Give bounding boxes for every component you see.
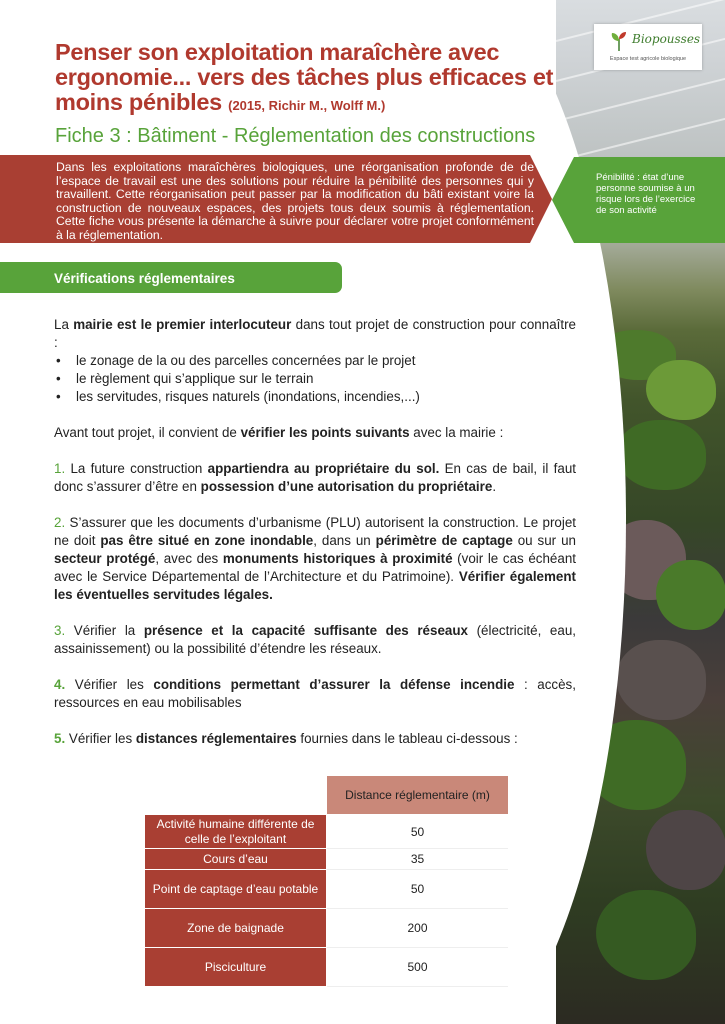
check-item-4 [54, 676, 576, 712]
list-item: • le zonage de la ou des parcelles concernées par le projet [76, 352, 576, 370]
text: La [54, 317, 74, 332]
text: La future construction [65, 461, 208, 476]
table-row-label: Zone de baignade [145, 909, 326, 947]
emphasis: possession d’une autorisation du propriétaire [200, 479, 493, 494]
intro-text: Dans les exploitations maraîchères biologiques, une réorganisation profonde de de l’espace de travail est une des solutions pour réduire la pénibilité des personnes qui y travaillent. Cette réorganisation peut passer par la modification du bâti existant voire la construction de nouveaux espaces, des projets tous deux soumis à réglementation. Cette fiche vous présente la démarche à suivre pour déclarer votre projet conformément à la réglementation. [56, 160, 534, 242]
table-row-value: 500 [327, 948, 508, 987]
checks-intro [54, 424, 576, 442]
item-number: 4. [54, 677, 66, 692]
text: ou sur un [512, 533, 576, 548]
text: Vérifier les [65, 731, 136, 746]
title-reference: (2015, Richir M., Wolff M.) [228, 98, 386, 113]
table-header: Distance réglementaire (m) [327, 776, 508, 814]
table-row-value: 35 [327, 849, 508, 870]
check-item-2 [54, 514, 576, 604]
main-content [54, 316, 576, 748]
table-row-label: Point de captage d’eau potable [145, 870, 326, 908]
emphasis: conditions permettant d’assurer la défense incendie [153, 677, 515, 692]
text: fournies dans le tableau ci-dessous : [296, 731, 518, 746]
check-item-1 [54, 460, 576, 496]
table-row-value: 50 [327, 870, 508, 909]
title-text: Penser son exploitation maraîchère avec ergonomie... vers des tâches plus efficaces et moins pénibles [55, 39, 554, 115]
emphasis: Vérifier également les éventuelles servitudes légales. [54, 569, 576, 602]
greenhouse-photo [556, 0, 725, 1024]
text: . [492, 479, 497, 494]
text: (voir le cas échéant avec le Service Départemental de l’Architecture et du Patrimoine). [54, 551, 576, 584]
item-number: 1. [54, 461, 66, 476]
intro-paragraph [54, 316, 576, 352]
check-item-5 [54, 730, 576, 748]
text: Vérifier la [65, 623, 144, 638]
emphasis: présence et la capacité suffisante des réseaux [143, 623, 468, 638]
emphasis: périmètre de captage [375, 533, 513, 548]
text: En cas de bail, il faut donc s’assurer d’être en [54, 461, 576, 494]
text: Vérifier les [65, 677, 154, 692]
sprout-icon [608, 30, 630, 52]
text: avec la mairie : [409, 425, 504, 440]
section-title: Vérifications réglementaires [54, 271, 235, 286]
table-row-label: Cours d’eau [145, 849, 326, 869]
document-title [55, 40, 585, 118]
table-row-value: 50 [327, 815, 508, 849]
biopousses-logo [594, 24, 702, 70]
table-row-label: Pisciculture [145, 948, 326, 986]
table-row-label: Activité humaine différente de celle de l’exploitant [145, 815, 326, 848]
logo-tagline: Espace test agricole biologique [609, 56, 687, 62]
definition-text: Pénibilité : état d’une personne soumise à un risque lors de l’exercice de son activité [596, 172, 696, 216]
list-item: • le règlement qui s’applique sur le terrain [76, 370, 576, 388]
text: , dans un [313, 533, 376, 548]
text: : accès, ressources en eau mobilisables [54, 677, 576, 710]
emphasis: appartiendra au propriétaire du sol. [207, 461, 440, 476]
text: dans tout projet de construction pour connaître : [54, 317, 576, 350]
text: Avant tout projet, il convient de [54, 425, 241, 440]
emphasis: monuments historiques à proximité [222, 551, 453, 566]
emphasis: distances réglementaires [135, 731, 297, 746]
emphasis: secteur protégé [54, 551, 156, 566]
table-row-value: 200 [327, 909, 508, 948]
text: (électricité, eau, assainissement) ou la possibilité d’étendre les réseaux. [54, 623, 576, 656]
text: , avec des [155, 551, 223, 566]
text: S’assurer que les documents d’urbanisme (PLU) autorisent la construction. Le projet ne doit [54, 515, 576, 548]
emphasis: vérifier les points suivants [240, 425, 410, 440]
check-item-3 [54, 622, 576, 658]
logo-name: Biopousses [632, 32, 701, 46]
bullet-list [54, 352, 576, 406]
emphasis: pas être situé en zone inondable [100, 533, 314, 548]
list-item: • les servitudes, risques naturels (inondations, incendies,...) [76, 388, 576, 406]
document-subtitle: Fiche 3 : Bâtiment - Réglementation des constructions [55, 125, 536, 147]
item-number: 3. [54, 623, 66, 638]
item-number: 5. [54, 731, 66, 746]
emphasis: mairie est le premier interlocuteur [73, 317, 292, 332]
item-number: 2. [54, 515, 66, 530]
